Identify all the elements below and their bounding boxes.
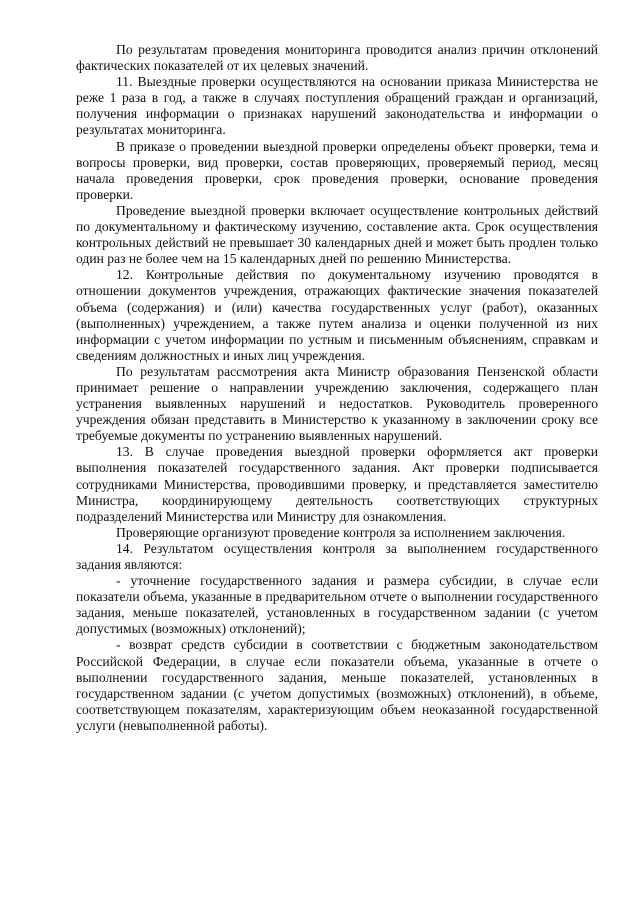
paragraph-inspection-order: В приказе о проведении выездной проверки определены объект проверки, тема и вопросы проверки, вид проверки, состав проверяющих, проверяемый период, месяц начала проведения проверки, срок проведения проверки, основание проведения проверки. [76,138,598,202]
paragraph-item-14: 14. Результатом осуществления контроля за выполнением государственного задания являются: [76,540,598,572]
list-item-subsidy-return: - возврат средств субсидии в соответствии с бюджетным законодательством Российской Федерации, в случае если показатели объема, указанные в отчете о выполнении государственного задания, меньше показателей, установленных в государственном задании (с учетом допустимых (возможных) отклонений), в объеме, соответствующем показателям, характеризующим объем неоказанной государственной услуги (невыполненной работы). [76,637,598,733]
document-page [76,42,598,734]
list-item-task-clarification: - уточнение государственного задания и размера субсидии, в случае если показатели объема, указанные в предварительном отчете о выполнении государственного задания, меньше показателей, установленных в государственном задании (с учетом допустимых (возможных) отклонений); [76,573,598,637]
paragraph-inspection-actions: Проведение выездной проверки включает осуществление контрольных действий по документальному и фактическому изучению, составление акта. Срок осуществления контрольных действий не превышает 30 календарных дней и может быть продлен только один раз не более чем на 15 календарных дней по решению Министерства. [76,202,598,267]
paragraph-item-13: 13. В случае проведения выездной проверки оформляется акт проверки выполнения показателей государственного задания. Акт проверки подписывается сотрудниками Министерства, проводившими проверку, и представляется заместителю Министра, координирующему деятельность соответствующих структурных подразделений Министерства или Министру для ознакомления. [76,444,598,524]
paragraph-item-12: 12. Контрольные действия по документальному изучению проводятся в отношении документов учреждения, отражающих фактические значения показателей объема (содержания) и (или) качества государственных услуг (работ), оказанных (выполненных) учреждением, а также путем анализа и оценки полученной из них информации с учетом информации по устным и письменным объяснениям, справкам и сведениям должностных и иных лиц учреждения. [76,267,598,363]
paragraph-act-review: По результатам рассмотрения акта Министр образования Пензенской области принимает решение о направлении учреждению заключения, содержащего план устранения выявленных нарушений и недостатков. Руководитель проверенного учреждения обязан представить в Министерство к указанному в заключении сроку все требуемые документы по устранению выявленных нарушений. [76,363,598,444]
paragraph-monitoring-analysis: По результатам проведения мониторинга проводится анализ причин отклонений фактических показателей от их целевых значений. [76,42,598,74]
paragraph-control-organization: Проверяющие организуют проведение контроля за исполнением заключения. [116,524,566,540]
paragraph-item-11: 11. Выездные проверки осуществляются на основании приказа Министерства не реже 1 раза в год, а также в случаях поступления обращений граждан и организаций, получения информации о признаках нарушений законодательства и информации о результатах мониторинга. [76,74,598,138]
